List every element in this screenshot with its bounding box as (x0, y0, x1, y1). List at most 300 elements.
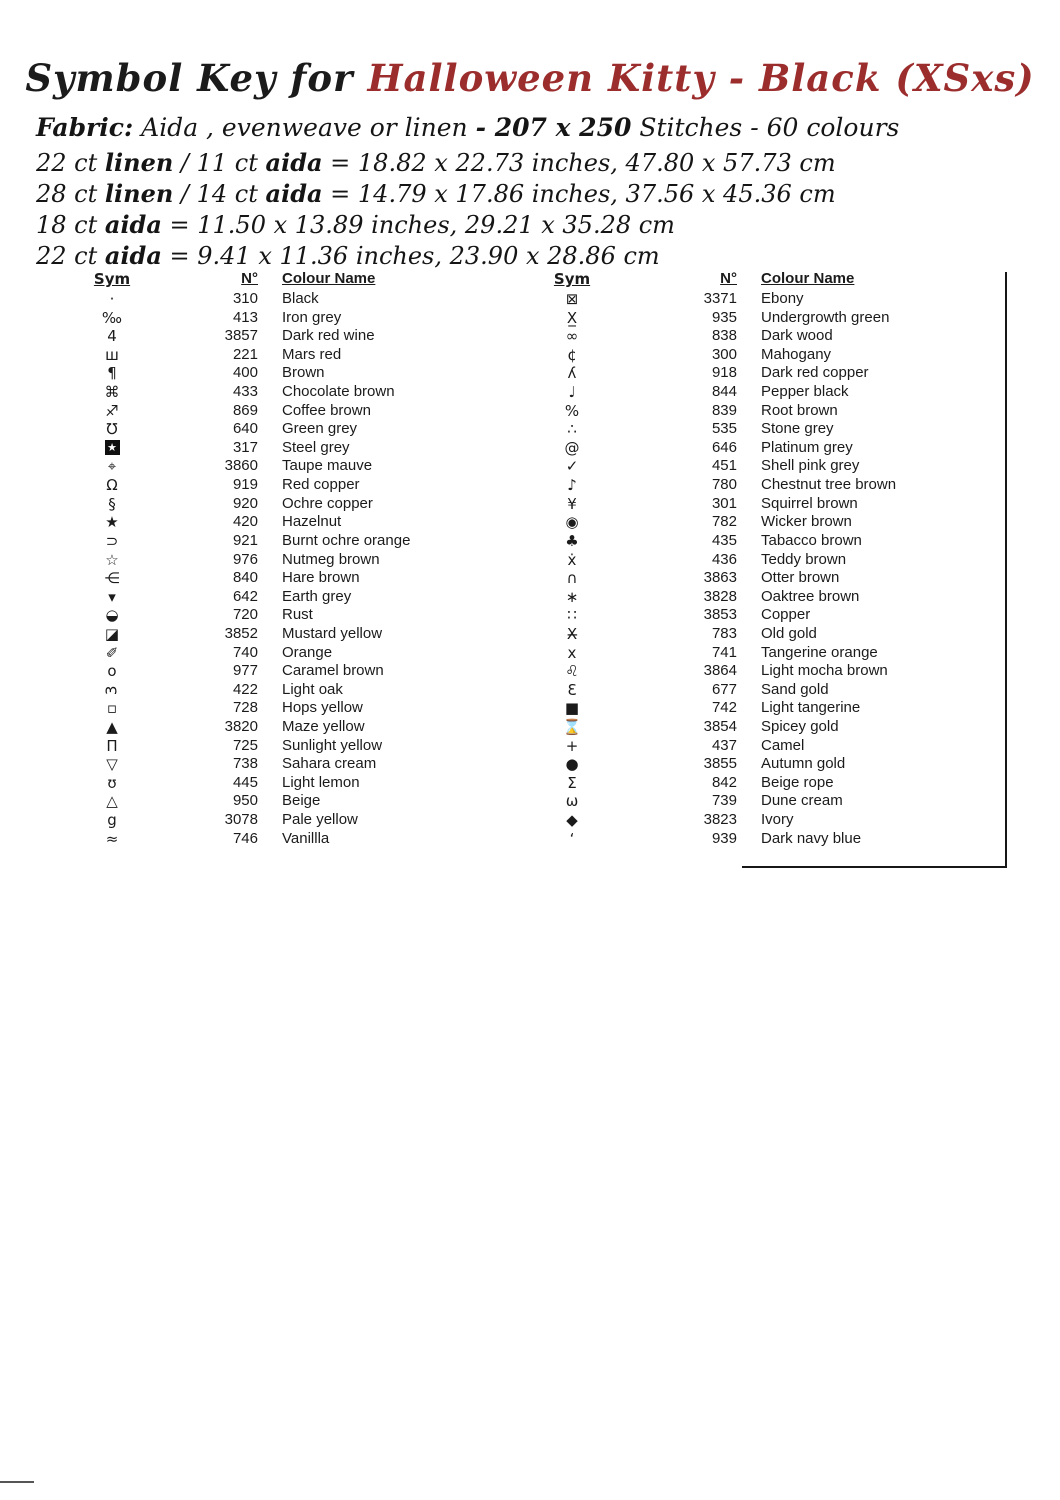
stitch-symbol-icon: Ɛ (567, 680, 577, 699)
thread-number-cell: 720 (232, 606, 258, 624)
stitch-symbol-icon: ♐ (105, 401, 119, 420)
colour-name-cell: Sahara cream (282, 755, 377, 773)
stitch-symbol-icon: ∩ (566, 569, 578, 588)
symbol-cell (520, 439, 624, 458)
stitch-symbol-icon: ⌖ (107, 457, 117, 476)
thread-number-cell: 780 (711, 476, 737, 494)
symbol-cell (60, 476, 164, 495)
thread-number-cell: 782 (711, 513, 737, 531)
text-segment: Aida , evenweave or linen (133, 113, 476, 142)
stitch-symbol-icon: ∗ (565, 587, 579, 606)
stitch-symbol-icon: ⌘ (104, 383, 120, 402)
text-segment: = 11.50 x 13.89 inches, 29.21 x 35.28 cm (161, 211, 675, 239)
text-segment: aida (265, 179, 323, 208)
stitch-symbol-icon: ◉ (565, 513, 579, 532)
stitch-symbol-icon: ✓ (565, 457, 579, 476)
colour-name-cell: Steel grey (282, 438, 350, 456)
symbol-cell (60, 420, 164, 439)
colour-name-cell: Autumn gold (761, 755, 846, 773)
symbol-cell (520, 309, 624, 328)
key-row (60, 495, 520, 514)
stitch-symbol-icon: ¢ (567, 345, 577, 364)
thread-number-cell: 3860 (224, 457, 258, 475)
stitch-symbol-icon: ● (565, 755, 579, 774)
stitch-symbol-icon: ω (565, 792, 579, 811)
symbol-cell (520, 830, 624, 849)
stitch-symbol-icon: % (564, 401, 580, 420)
key-row (60, 402, 520, 421)
key-row (60, 792, 520, 811)
symbol-cell (520, 644, 624, 663)
thread-number-cell: 739 (711, 792, 737, 810)
colour-name-cell: Green grey (282, 420, 358, 438)
key-row (520, 644, 980, 663)
symbol-cell (60, 495, 164, 514)
thread-number-cell: 3853 (703, 606, 737, 624)
key-row (60, 532, 520, 551)
symbol-cell (60, 699, 164, 718)
key-row (520, 811, 980, 830)
header-colour-name: Colour Name (282, 270, 376, 287)
colour-name-cell: Iron grey (282, 308, 342, 326)
stitch-symbol-icon: X̲ (566, 308, 578, 327)
symbol-cell (520, 364, 624, 383)
fabric-size-line (36, 147, 1026, 178)
symbol-cell (520, 457, 624, 476)
key-row (60, 439, 520, 458)
thread-number-cell: 451 (711, 457, 737, 475)
stitch-symbol-icon: 3 (102, 685, 121, 695)
thread-number-cell: 950 (232, 792, 258, 810)
fabric-size-line (36, 178, 1026, 209)
colour-name-cell: Otter brown (761, 569, 840, 587)
text-segment: 22 ct (36, 242, 105, 270)
colour-name-cell: Taupe mauve (282, 457, 373, 475)
thread-number-cell: 839 (711, 401, 737, 419)
symbol-cell (520, 625, 624, 644)
thread-number-cell: 3854 (703, 718, 737, 736)
stitch-symbol-icon: ♌ (565, 662, 579, 681)
stitch-symbol-icon: ∞ (565, 327, 579, 346)
colour-name-cell: Root brown (761, 401, 838, 419)
stitch-symbol-icon: ◒ (105, 606, 119, 625)
stitch-symbol-icon: ⊠ (565, 290, 579, 308)
key-row (520, 513, 980, 532)
header-sym: Sym (553, 270, 591, 288)
colour-name-cell: Stone grey (761, 420, 834, 438)
symbol-cell (60, 439, 164, 458)
symbol-cell (60, 718, 164, 737)
colour-name-cell: Red copper (282, 476, 360, 494)
colour-name-cell: Sunlight yellow (282, 736, 383, 754)
symbol-cell (520, 327, 624, 346)
key-row (60, 699, 520, 718)
symbol-cell (60, 457, 164, 476)
key-row (520, 457, 980, 476)
stitch-symbol-icon: ∷ (567, 606, 577, 625)
colour-name-cell: Hare brown (282, 569, 360, 587)
key-row (520, 439, 980, 458)
stitch-symbol-icon: g (107, 811, 117, 830)
stitch-symbol-icon: ⊃ (105, 531, 119, 550)
colour-name-cell: Mars red (282, 345, 342, 363)
thread-number-cell: 3820 (224, 718, 258, 736)
colour-name-cell: Sand gold (761, 680, 829, 698)
symbol-cell (520, 402, 624, 421)
colour-name-cell: Light tangerine (761, 699, 861, 717)
key-table-header (520, 270, 980, 290)
key-row (60, 309, 520, 328)
text-segment: aida (265, 148, 323, 177)
key-row (60, 606, 520, 625)
stitch-symbol-icon: ★ (105, 513, 119, 532)
stitch-symbol-icon: x (567, 643, 577, 662)
thread-number-cell: 842 (711, 773, 737, 791)
key-row (60, 383, 520, 402)
stitch-symbol-icon: ʊ (107, 773, 117, 792)
colour-name-cell: Copper (761, 606, 811, 624)
thread-number-cell: 921 (232, 531, 258, 549)
colour-name-cell: Hazelnut (282, 513, 342, 531)
thread-number-cell: 920 (232, 494, 258, 512)
colour-name-cell: Dark red wine (282, 327, 375, 345)
stitch-symbol-icon: o (107, 662, 117, 681)
stitch-symbol-icon: ▽ (106, 755, 118, 774)
key-row (60, 830, 520, 849)
key-row (520, 830, 980, 849)
colour-name-cell: Pale yellow (282, 811, 358, 829)
pattern-name: Halloween Kitty - Black (XSxs) (367, 56, 1035, 100)
title-prefix: Symbol Key for (25, 56, 354, 100)
thread-number-cell: 935 (711, 308, 737, 326)
symbol-cell (60, 364, 164, 383)
key-row (520, 699, 980, 718)
stitch-symbol-icon: + (565, 736, 579, 755)
symbol-cell (520, 383, 624, 402)
symbol-cell (60, 588, 164, 607)
text-segment: - 207 x 250 (475, 113, 632, 142)
key-row (60, 513, 520, 532)
thread-number-cell: 918 (711, 364, 737, 382)
stitch-symbol-icon: ▲ (106, 718, 118, 737)
thread-number-cell: 977 (232, 662, 258, 680)
key-row (520, 718, 980, 737)
thread-number-cell: 400 (232, 364, 258, 382)
colour-name-cell: Tangerine orange (761, 643, 878, 661)
thread-number-cell: 640 (232, 420, 258, 438)
stitch-symbol-icon: · (109, 290, 115, 308)
text-segment: 22 ct (36, 149, 105, 177)
stitch-symbol-icon: ℧ (106, 420, 118, 439)
key-row (60, 718, 520, 737)
header-number: N° (720, 270, 737, 287)
thread-number-cell: 435 (711, 531, 737, 549)
thread-number-cell: 3855 (703, 755, 737, 773)
symbol-cell (60, 346, 164, 365)
key-row (520, 551, 980, 570)
symbol-cell (60, 662, 164, 681)
thread-number-cell: 3371 (703, 290, 737, 307)
symbol-cell (520, 792, 624, 811)
thread-number-cell: 3828 (703, 587, 737, 605)
stitch-symbol-icon: X̶ (566, 624, 578, 643)
colour-name-cell: Dark wood (761, 327, 833, 345)
thread-number-cell: 939 (711, 829, 737, 847)
key-row (60, 290, 520, 309)
text-segment: = 14.79 x 17.86 inches, 37.56 x 45.36 cm (322, 180, 836, 208)
colour-name-cell: Undergrowth green (761, 308, 890, 326)
stitch-symbol-icon: @ (564, 438, 580, 457)
stitch-symbol-icon: ✐ (105, 643, 119, 662)
key-row (520, 383, 980, 402)
thread-number-cell: 746 (232, 829, 258, 847)
colour-name-cell: Orange (282, 643, 333, 661)
thread-number-cell: 838 (711, 327, 737, 345)
colour-name-cell: Rust (282, 606, 313, 624)
colour-name-cell: Mustard yellow (282, 624, 383, 642)
key-row (60, 346, 520, 365)
thread-number-cell: 646 (711, 438, 737, 456)
text-segment: / 14 ct (173, 180, 266, 208)
key-rows-left (60, 290, 520, 848)
key-row (60, 811, 520, 830)
key-row (520, 532, 980, 551)
thread-number-cell: 840 (232, 569, 258, 587)
text-segment: = 9.41 x 11.36 inches, 23.90 x 28.86 cm (161, 242, 660, 270)
stitch-symbol-icon: Ω (106, 476, 118, 495)
colour-name-cell: Brown (282, 364, 325, 382)
colour-name-cell: Wicker brown (761, 513, 852, 531)
colour-name-cell: Ivory (761, 811, 794, 829)
colour-name-cell: Ebony (761, 290, 804, 307)
key-table-right-column (520, 270, 980, 848)
stitch-symbol-icon: ẋ (567, 550, 577, 569)
colour-name-cell: Maze yellow (282, 718, 365, 736)
stitch-symbol-icon: △ (106, 792, 118, 811)
key-row (60, 755, 520, 774)
stitch-symbol-icon: ¥ (567, 494, 577, 513)
text-segment: aida (104, 241, 162, 270)
key-row (60, 476, 520, 495)
key-row (520, 625, 980, 644)
thread-number-cell: 642 (232, 587, 258, 605)
key-row (60, 681, 520, 700)
table-border-bottom (742, 866, 1007, 868)
symbol-cell (60, 513, 164, 532)
thread-number-cell: 742 (711, 699, 737, 717)
symbol-cell (60, 402, 164, 421)
thread-number-cell: 436 (711, 550, 737, 568)
fabric-size-line (36, 209, 1026, 240)
symbol-cell (520, 755, 624, 774)
symbol-cell (60, 792, 164, 811)
symbol-cell (520, 588, 624, 607)
symbol-cell (520, 420, 624, 439)
colour-name-cell: Spicey gold (761, 718, 839, 736)
thread-number-cell: 741 (711, 643, 737, 661)
thread-number-cell: 976 (232, 550, 258, 568)
symbol-cell (60, 606, 164, 625)
stitch-symbol-icon: ▾ (108, 587, 116, 606)
colour-name-cell: Ochre copper (282, 494, 373, 512)
key-row (60, 737, 520, 756)
thread-number-cell: 725 (232, 736, 258, 754)
stitch-symbol-icon: ♣ (565, 531, 579, 550)
stitch-symbol-icon: ⌛ (562, 718, 582, 737)
stitch-symbol-icon: ♪ (567, 476, 577, 495)
key-row (520, 606, 980, 625)
key-row (60, 457, 520, 476)
symbol-cell (520, 551, 624, 570)
stitch-symbol-icon: ◪ (104, 624, 120, 643)
thread-number-cell: 422 (232, 680, 258, 698)
symbol-cell (520, 513, 624, 532)
thread-number-cell: 300 (711, 345, 737, 363)
stitch-symbol-icon: ʎ (567, 364, 577, 383)
key-row (60, 644, 520, 663)
key-row (520, 309, 980, 328)
stitch-symbol-icon: ☆ (105, 550, 119, 569)
thread-number-cell: 301 (711, 494, 737, 512)
symbol-cell (60, 532, 164, 551)
thread-number-cell: 3823 (703, 811, 737, 829)
symbol-cell (60, 290, 164, 309)
key-row (60, 662, 520, 681)
stitch-symbol-icon: ‰ (101, 308, 123, 327)
stitch-symbol-icon: Σ (567, 773, 577, 792)
key-row (520, 792, 980, 811)
thread-number-cell: 3852 (224, 624, 258, 642)
colour-name-cell: Black (282, 290, 319, 307)
colour-name-cell: Light oak (282, 680, 343, 698)
symbol-cell (60, 383, 164, 402)
key-row (520, 346, 980, 365)
symbol-cell (520, 737, 624, 756)
colour-name-cell: Caramel brown (282, 662, 384, 680)
stitch-symbol-icon: ш (105, 345, 119, 364)
key-row (60, 588, 520, 607)
thread-number-cell: 844 (711, 383, 737, 401)
colour-name-cell: Camel (761, 736, 805, 754)
key-row (60, 774, 520, 793)
stitch-symbol-icon: ≈ (105, 829, 119, 848)
symbol-cell (520, 290, 624, 309)
text-segment: / 11 ct (173, 149, 266, 177)
thread-number-cell: 221 (232, 345, 258, 363)
colour-name-cell: Platinum grey (761, 438, 853, 456)
symbol-cell (60, 755, 164, 774)
symbol-cell (520, 476, 624, 495)
colour-name-cell: Earth grey (282, 587, 352, 605)
key-row (60, 551, 520, 570)
thread-number-cell: 3078 (224, 811, 258, 829)
header-sym: Sym (93, 270, 131, 288)
text-segment: linen (104, 148, 174, 177)
key-row (520, 662, 980, 681)
colour-name-cell: Dune cream (761, 792, 843, 810)
key-row (60, 569, 520, 588)
page-title (0, 56, 1060, 100)
key-row (520, 290, 980, 309)
stitch-symbol-icon: ⋲ (104, 569, 120, 588)
symbol-cell (520, 606, 624, 625)
header-colour-name: Colour Name (761, 270, 855, 287)
colour-name-cell: Light lemon (282, 773, 360, 791)
thread-number-cell: 317 (232, 438, 258, 456)
key-row (520, 569, 980, 588)
colour-name-cell: Chestnut tree brown (761, 476, 897, 494)
colour-name-cell: Beige (282, 792, 321, 810)
key-row (60, 420, 520, 439)
stitch-symbol-icon: ▫ (106, 699, 118, 718)
key-row (60, 327, 520, 346)
thread-number-cell: 413 (232, 308, 258, 326)
fabric-summary-line (36, 112, 1026, 143)
key-row (520, 774, 980, 793)
colour-name-cell: Burnt ochre orange (282, 531, 411, 549)
key-row (60, 625, 520, 644)
key-row (520, 476, 980, 495)
colour-name-cell: Chocolate brown (282, 383, 395, 401)
symbol-cell (60, 644, 164, 663)
thread-number-cell: 869 (232, 401, 258, 419)
symbol-cell (60, 309, 164, 328)
symbol-cell (60, 327, 164, 346)
colour-name-cell: Nutmeg brown (282, 550, 380, 568)
text-segment: 18 ct (36, 211, 105, 239)
symbol-cell (520, 495, 624, 514)
text-segment: linen (104, 179, 174, 208)
stitch-symbol-icon: § (108, 494, 116, 513)
key-row (520, 402, 980, 421)
text-segment: aida (104, 210, 162, 239)
colour-name-cell: Vanillla (282, 829, 330, 847)
stitch-symbol-icon: ★ (105, 440, 120, 455)
thread-number-cell: 310 (232, 290, 258, 307)
colour-name-cell: Tabacco brown (761, 531, 862, 549)
colour-name-cell: Shell pink grey (761, 457, 860, 475)
thread-number-cell: 919 (232, 476, 258, 494)
symbol-cell (520, 681, 624, 700)
key-rows-right (520, 290, 980, 848)
key-row (60, 364, 520, 383)
colour-name-cell: Dark navy blue (761, 829, 862, 847)
thread-number-cell: 728 (232, 699, 258, 717)
stitch-symbol-icon: 4 (107, 327, 117, 346)
colour-name-cell: Mahogany (761, 345, 832, 363)
key-row (520, 588, 980, 607)
text-segment: Stitches - 60 colours (631, 113, 900, 142)
fabric-size-lines (36, 147, 1026, 271)
key-row (520, 364, 980, 383)
thread-number-cell: 433 (232, 383, 258, 401)
symbol-cell (60, 681, 164, 700)
text-segment: = 18.82 x 22.73 inches, 47.80 x 57.73 cm (322, 149, 836, 177)
fabric-info (36, 112, 1026, 271)
colour-name-cell: Dark red copper (761, 364, 869, 382)
stitch-symbol-icon: ♩ (568, 383, 576, 402)
stitch-symbol-icon: ■ (564, 699, 580, 718)
thread-number-cell: 738 (232, 755, 258, 773)
symbol-cell (520, 774, 624, 793)
header-number: N° (241, 270, 258, 287)
symbol-cell (520, 662, 624, 681)
fabric-size-line (36, 240, 1026, 271)
thread-number-cell: 3857 (224, 327, 258, 345)
colour-name-cell: Hops yellow (282, 699, 363, 717)
symbol-cell (60, 625, 164, 644)
key-table-left-column (60, 270, 520, 848)
